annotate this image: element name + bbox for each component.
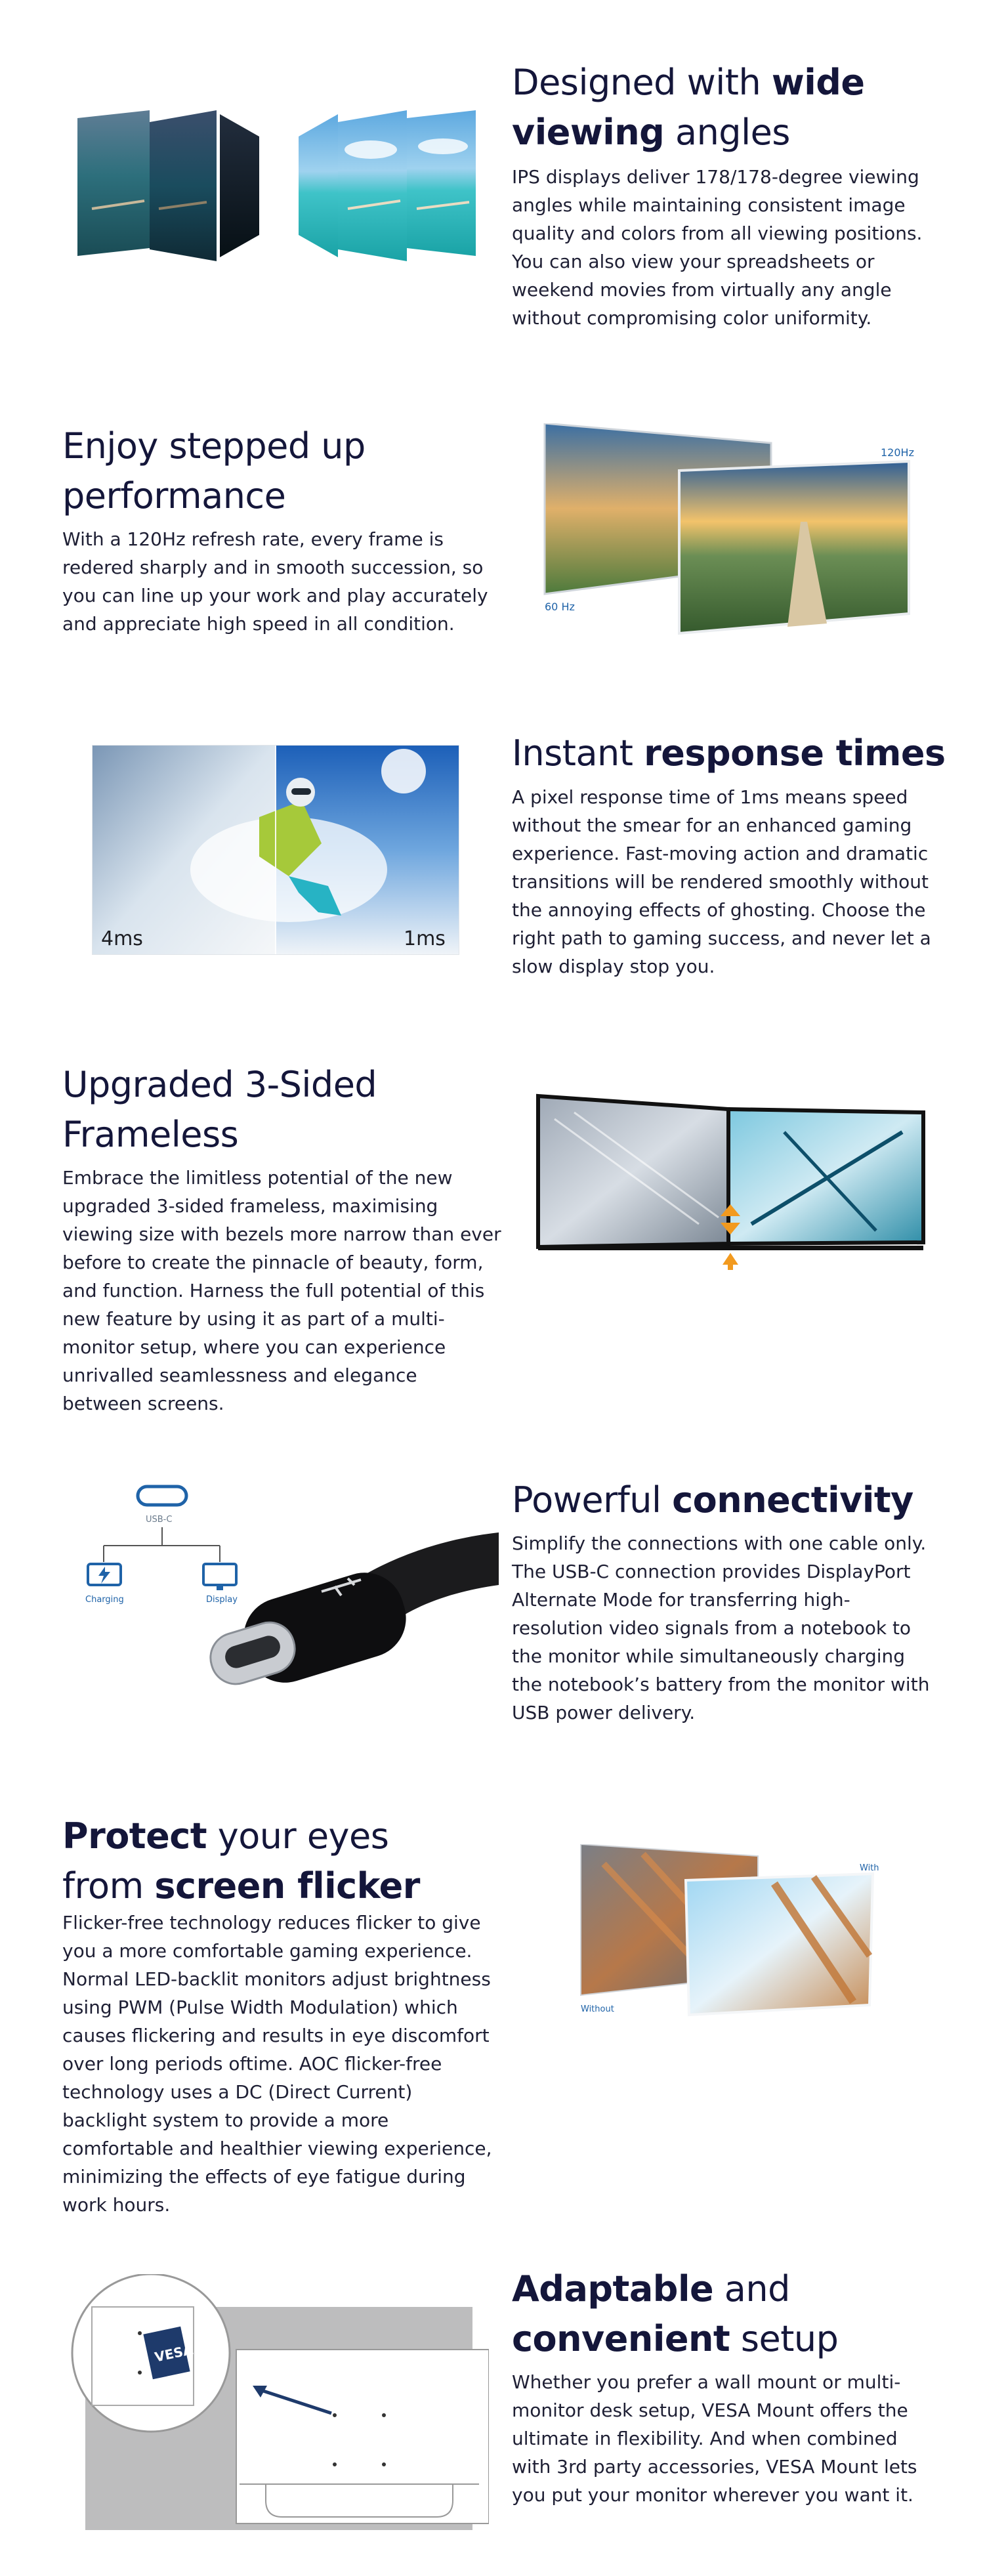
usb-c-image	[72, 1480, 499, 1729]
response-time-image	[92, 745, 459, 955]
refresh-rate-image	[538, 423, 919, 640]
heading-text: angles	[664, 112, 790, 153]
section-response-time	[0, 683, 1006, 1024]
section-wide-viewing	[0, 0, 1006, 368]
label-display: Display	[206, 1595, 238, 1605]
display-icon	[203, 1564, 236, 1590]
heading-wide-viewing	[512, 58, 971, 158]
label-usb-c: USB-C	[146, 1515, 173, 1525]
heading-vesa-mount	[512, 2264, 971, 2364]
usb-c-cable-icon	[204, 1532, 499, 1693]
label-with: With	[860, 1863, 879, 1873]
heading-text: Instant	[512, 732, 644, 774]
heading-performance: Enjoy stepped up performance	[62, 425, 366, 517]
heading-connectivity	[512, 1475, 971, 1525]
section-performance	[0, 368, 1006, 683]
body-performance: With a 120Hz refresh rate, every frame is redered sharply and in smooth succession, so you can line up your work and play accurately and appreciate high speed in all condition.	[62, 528, 488, 635]
heading-text: and	[713, 2268, 790, 2310]
usb-c-port-icon	[138, 1487, 186, 1505]
section-connectivity	[0, 1444, 1006, 1811]
label-1ms: 1ms	[404, 927, 446, 950]
body-wide-viewing: IPS displays deliver 178/178-degree viewing angles while maintaining consistent image quality and colors from all viewing positions. You can also view your spreadsheets or weekend movies from virtually any angle without compromising color uniformity.	[512, 166, 923, 329]
label-60hz: 60 Hz	[545, 601, 575, 613]
body-flicker-free: Flicker-free technology reduces flicker to give you a more comfortable gaming experience. Normal LED-backlit monitors adjust brightness using PWM (Pulse Width Modulation) which causes flickering and results in eye discomfort over long periods oftime. AOC flicker-free technology uses a DC (Direct Current) backlight system to provide a more comfortable and healthier viewing experience, minimizing the effects of eye fatigue during work hours.	[62, 1912, 492, 2216]
label-charging: Charging	[85, 1595, 124, 1605]
vesa-badge-label: VESA	[153, 2341, 195, 2365]
section-flicker-free	[0, 1811, 1006, 2218]
heading-bold-text: Adaptable	[512, 2268, 714, 2310]
label-without: Without	[581, 2004, 614, 2014]
heading-text: setup	[730, 2318, 839, 2359]
heading-bold-text: wide viewing	[512, 62, 865, 153]
heading-response-time	[512, 728, 971, 778]
body-connectivity: Simplify the connections with one cable only. The USB-C connection provides DisplayPort Alternate Mode for transferring high-resolution video signals from a notebook to the monitor while simultaneously charging the notebook’s battery from the monitor with USB power delivery.	[512, 1532, 930, 1723]
charging-icon	[88, 1564, 121, 1585]
vesa-mount-image	[69, 2274, 489, 2530]
viewing-angle-image	[72, 110, 479, 261]
body-frameless: Embrace the limitless potential of the new upgraded 3-sided frameless, maximising viewing size with bezels more narrow than ever before to create the pinnacle of beauty, form, and function. Harness the full potential of this new feature by using it as part of a multi-monitor setup, where you can experience unrivalled seamlessness and elegance between screens.	[62, 1167, 501, 1414]
heading-frameless: Upgraded 3-Sided Frameless	[62, 1064, 377, 1155]
section-frameless	[0, 1024, 1006, 1444]
heading-bold-text: convenient	[512, 2318, 730, 2359]
flicker-comparison-image	[577, 1844, 886, 2035]
heading-bold-text: Protect	[62, 1815, 207, 1857]
frameless-monitors-image	[535, 1093, 929, 1270]
body-response-time: A pixel response time of 1ms means speed without the smear for an enhanced gaming experience. Fast-moving action and dramatic transitions will be rendered smoothly without the annoying effects of ghosting. Choose the right path to gaming success, and never let a slow display stop you.	[512, 786, 931, 977]
heading-text: Powerful	[512, 1479, 673, 1521]
label-120hz: 120Hz	[881, 446, 914, 459]
heading-bold-text: response times	[644, 732, 946, 774]
heading-flicker-free	[62, 1811, 469, 1911]
heading-text: Designed with	[512, 62, 772, 103]
section-vesa-mount	[0, 2218, 1006, 2576]
label-4ms: 4ms	[101, 927, 143, 950]
heading-text: your eyes from	[62, 1815, 389, 1907]
body-vesa-mount: Whether you prefer a wall mount or multi-monitor desk setup, VESA Mount offers the ultimate in flexibility. And when combined with 3rd party accessories, VESA Mount lets you put your monitor wherever you want it.	[512, 2371, 917, 2506]
heading-bold-text: screen flicker	[154, 1865, 420, 1907]
heading-bold-text: connectivity	[672, 1479, 913, 1521]
